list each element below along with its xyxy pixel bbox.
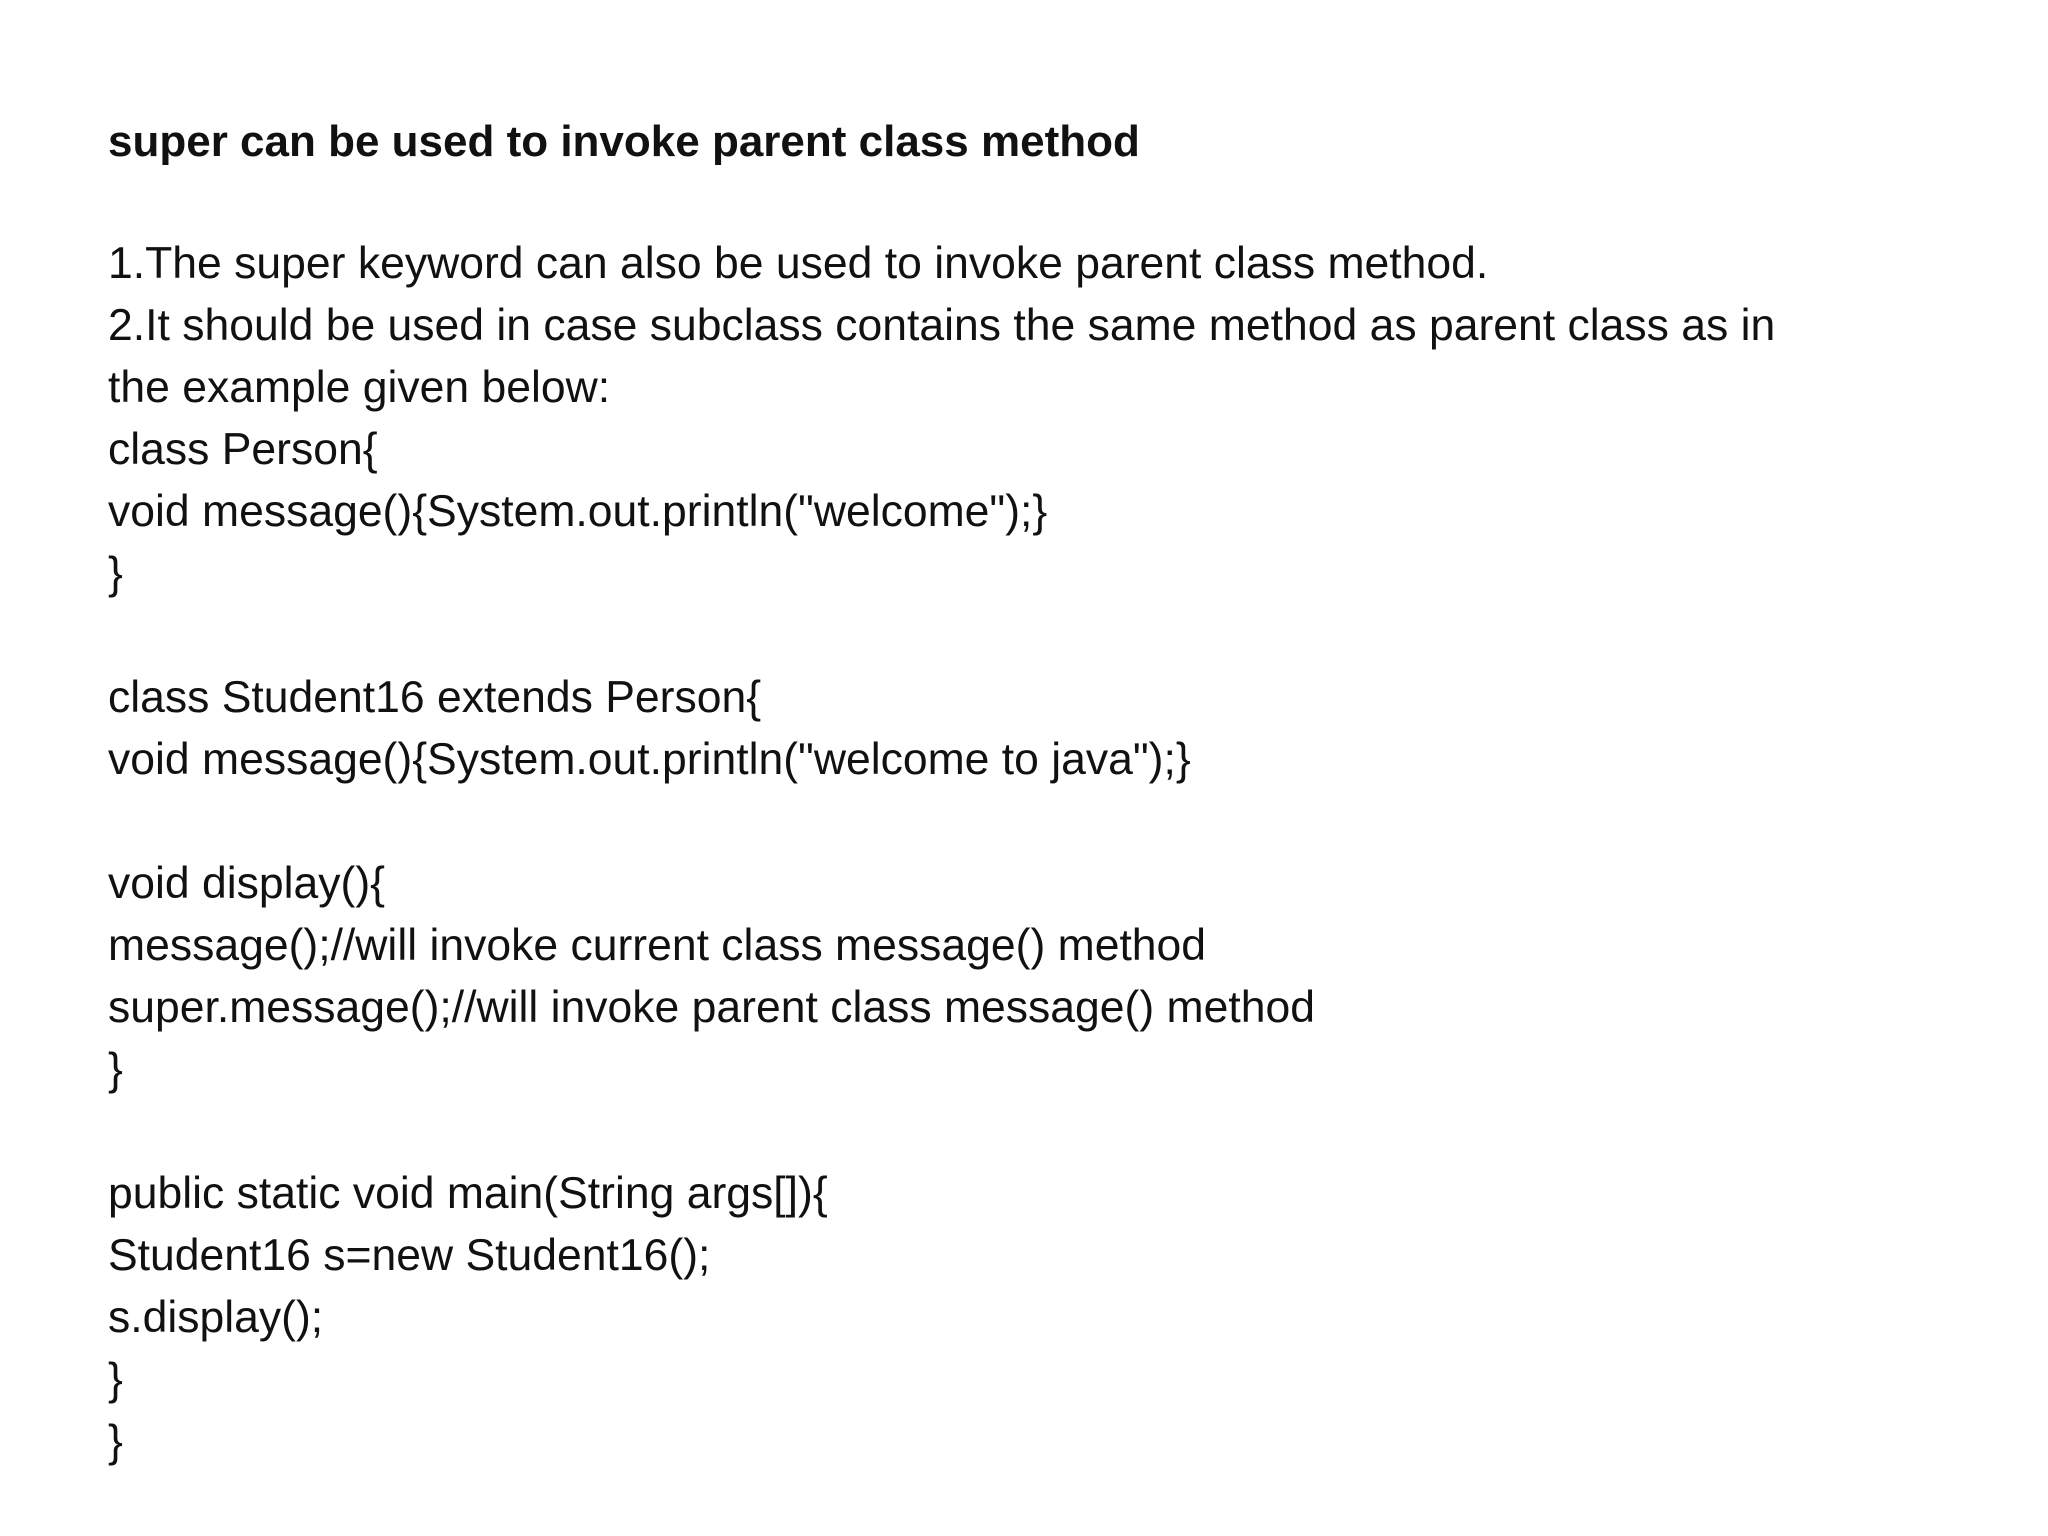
body-line-2: 2.It should be used in case subclass contains the same method as parent class as in — [108, 301, 1776, 351]
code-line-new-student: Student16 s=new Student16(); — [108, 1231, 711, 1281]
code-line-close-brace: } — [108, 549, 123, 599]
slide-title: super can be used to invoke parent class method — [108, 117, 1140, 166]
code-line-display-call: s.display(); — [108, 1293, 324, 1343]
code-line-display: void display(){ — [108, 859, 386, 909]
code-line-person-message: void message(){System.out.println("welcome");} — [108, 487, 1048, 537]
code-line-class-person: class Person{ — [108, 425, 378, 475]
code-line-call-message: message();//will invoke current class message() method — [108, 921, 1207, 971]
code-line-close-brace: } — [108, 1355, 123, 1405]
code-line-main: public static void main(String args[]){ — [108, 1169, 828, 1219]
blank-line — [108, 605, 1968, 667]
body-line-3: the example given below: — [108, 363, 611, 413]
code-line-call-super-message: super.message();//will invoke parent class message() method — [108, 983, 1315, 1033]
blank-line — [108, 791, 1968, 853]
code-line-close-brace: } — [108, 1417, 123, 1467]
code-line-student-message: void message(){System.out.println("welcome to java");} — [108, 735, 1191, 785]
code-line-class-student: class Student16 extends Person{ — [108, 673, 762, 723]
body-line-1: 1.The super keyword can also be used to invoke parent class method. — [108, 239, 1489, 289]
blank-line — [108, 1101, 1968, 1163]
slide-content — [108, 112, 1968, 1473]
code-line-close-brace: } — [108, 1045, 123, 1095]
